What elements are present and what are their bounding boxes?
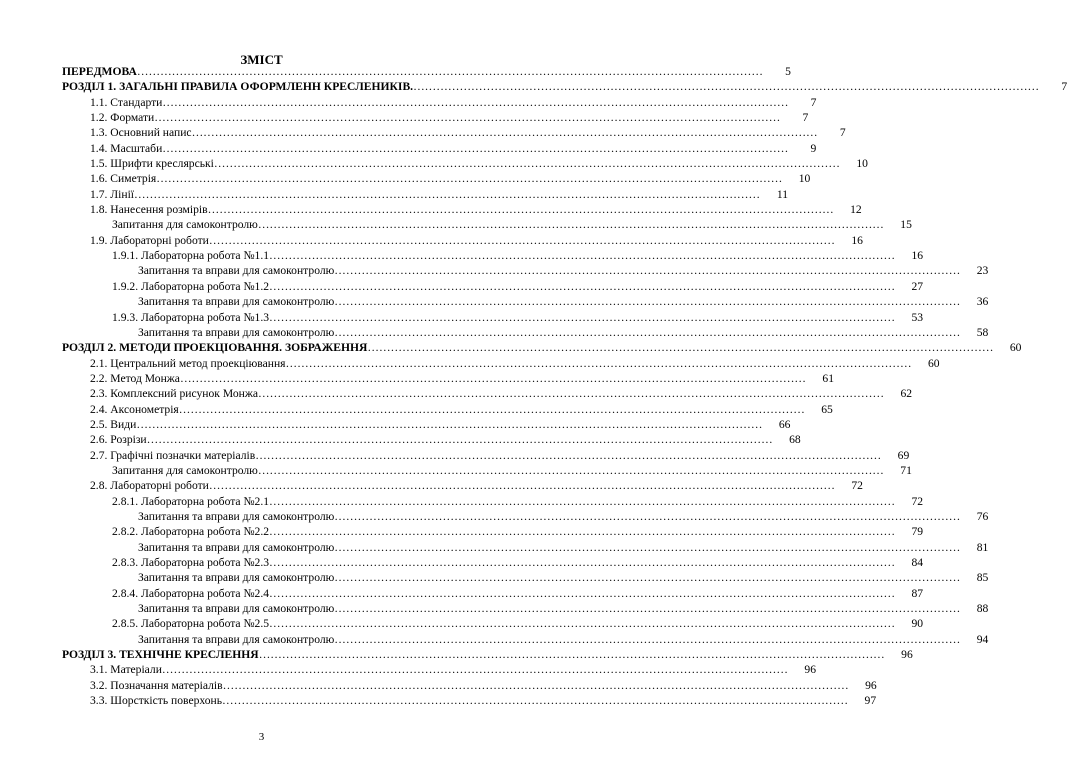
toc-leader-dots — [259, 647, 885, 662]
toc-entry-page: 60 — [1009, 341, 1022, 355]
toc-entry-label: 3.3. Шорсткість поверхонь — [90, 694, 223, 708]
toc-entry-page: 79 — [911, 525, 924, 539]
toc-entry-page: 60 — [928, 356, 940, 370]
toc-entry-label: Запитання та вправи для самоконтролю — [138, 571, 335, 585]
toc-entry — [62, 95, 817, 110]
toc-entry-label: Запитання та вправи для самоконтролю — [138, 632, 335, 646]
toc-leader-dots — [209, 233, 835, 248]
toc-entry — [62, 141, 817, 156]
toc-entry-page: 16 — [851, 233, 863, 247]
toc-leader-dots — [208, 202, 834, 217]
toc-leader-dots — [162, 141, 788, 156]
toc-entry-label: 2.8.1. Лабораторна робота №2.1 — [112, 494, 270, 508]
toc-entry-label: Запитання для самоконтролю — [112, 218, 258, 232]
page-number: 3 — [258, 731, 265, 743]
toc-entry-label: РОЗДІЛ 1. ЗАГАЛЬНІ ПРАВИЛА ОФОРМЛЕНН КРЕСЛЕНИКІВ. — [62, 80, 414, 94]
toc-leader-dots — [180, 371, 806, 386]
toc-leader-dots — [269, 586, 895, 601]
toc-entry — [62, 233, 863, 248]
toc-entry — [62, 478, 863, 493]
toc-entry-page: 97 — [864, 694, 877, 708]
toc-entry-page: 36 — [976, 295, 989, 309]
toc-leader-dots — [413, 79, 1039, 94]
toc-entry — [62, 263, 989, 278]
toc-entry-page: 27 — [911, 279, 924, 293]
toc-entry — [62, 64, 791, 79]
toc-entry — [62, 601, 989, 616]
toc-entry-page: 96 — [901, 648, 913, 662]
page-title: ЗМІСТ — [240, 52, 283, 67]
toc-entry-label: 2.3. Комплексний рисунок Монжа — [90, 387, 258, 401]
toc-entry-label: 2.6. Розрізи — [90, 433, 147, 447]
toc-leader-dots — [162, 95, 788, 110]
toc-leader-dots — [334, 632, 960, 647]
toc-entry — [62, 171, 811, 186]
toc-leader-dots — [255, 448, 881, 463]
toc-entry-page: 16 — [911, 249, 924, 263]
toc-entry-label: 1.4. Масштаби — [90, 141, 163, 155]
toc-entry-page: 96 — [804, 663, 816, 677]
toc-entry-label: 1.3. Основний напис — [90, 126, 192, 140]
toc-leader-dots — [209, 478, 835, 493]
toc-entry — [62, 79, 1067, 94]
toc-entry-label: 2.8.3. Лабораторна робота №2.3 — [112, 556, 270, 569]
toc-leader-dots — [147, 432, 773, 447]
toc-entry-label: ПЕРЕДМОВА — [62, 65, 137, 78]
toc-entry — [62, 448, 910, 463]
toc-entry-label: 1.7. Лінії — [90, 187, 135, 201]
toc-leader-dots — [192, 125, 818, 140]
toc-entry-page: 72 — [911, 494, 924, 508]
toc-leader-dots — [334, 294, 960, 309]
toc-entry — [62, 386, 913, 401]
toc-entry — [62, 125, 846, 140]
toc-entry-label: Запитання та вправи для самоконтролю — [138, 325, 335, 339]
toc-entry-page: 7 — [802, 111, 809, 125]
toc-entry — [62, 432, 801, 447]
toc-entry — [62, 248, 924, 263]
toc-entry — [62, 555, 924, 570]
toc-entry-label: 1.9.2. Лабораторна робота №1.2 — [112, 279, 270, 293]
toc-entry — [62, 202, 862, 217]
toc-entry — [62, 356, 940, 371]
toc-entry-page: 10 — [856, 157, 868, 171]
toc-entry — [62, 417, 791, 432]
toc-entry-page: 10 — [798, 172, 811, 186]
toc-leader-dots — [258, 386, 884, 401]
toc-entry — [62, 402, 833, 417]
toc-entry-page: 11 — [776, 187, 789, 201]
toc-entry-page: 76 — [976, 509, 989, 523]
toc-entry-page: 15 — [900, 218, 912, 232]
toc-entry — [62, 325, 989, 340]
toc-leader-dots — [269, 616, 895, 631]
toc-entry-label: Запитання та вправи для самоконтролю — [138, 264, 335, 278]
toc-leader-dots — [334, 263, 960, 278]
toc-leader-dots — [334, 325, 960, 340]
toc-entry-label: 1.9.1. Лабораторна робота №1.1 — [112, 249, 270, 263]
toc-leader-dots — [334, 601, 960, 616]
toc-entry — [62, 110, 809, 125]
toc-entry — [62, 570, 989, 585]
toc-entry-page: 23 — [976, 264, 989, 278]
toc-entry-page: 7 — [839, 126, 846, 140]
toc-entry-page: 7 — [1061, 80, 1067, 94]
toc-leader-dots — [179, 402, 805, 417]
toc-entry-label: 1.5. Шрифти креслярські — [90, 157, 214, 171]
toc-entry-label: 2.8.5. Лабораторна робота №2.5 — [112, 617, 270, 631]
toc-leader-dots — [154, 110, 780, 125]
toc-entry-page: 7 — [810, 95, 817, 109]
toc-entry-label: 2.7. Графічні позначки матеріалів — [90, 448, 256, 462]
toc-leader-dots — [269, 524, 895, 539]
toc-entry-label: 1.9.3. Лабораторна робота №1.3 — [112, 310, 270, 324]
toc-entry-label: 2.8.4. Лабораторна робота №2.4 — [112, 586, 270, 600]
toc-entry-label: 2.5. Види — [90, 417, 137, 431]
toc-entry — [62, 156, 868, 171]
toc-entry-page: 68 — [789, 433, 801, 447]
toc-leader-dots — [137, 64, 763, 79]
toc-leader-dots — [223, 678, 849, 693]
toc-entry — [62, 678, 877, 693]
toc-leader-dots — [269, 279, 895, 294]
toc-entry-page: 81 — [976, 540, 989, 554]
toc-entry-label: 3.1. Матеріали — [90, 663, 162, 677]
toc-entry-page: 61 — [822, 371, 835, 385]
toc-entry-page: 53 — [911, 310, 924, 324]
toc-entry — [62, 340, 1022, 355]
toc-entry — [62, 310, 924, 325]
toc-entry-page: 84 — [911, 556, 924, 569]
toc-entry-label: Запитання та вправи для самоконтролю — [138, 602, 335, 616]
toc-leader-dots — [222, 693, 848, 708]
toc-leader-dots — [258, 217, 884, 232]
toc-leader-dots — [334, 509, 960, 524]
toc-entry — [62, 494, 924, 509]
toc-entry-page: 66 — [778, 417, 791, 431]
toc-entry-page: 69 — [897, 448, 910, 462]
toc-entry — [62, 616, 924, 631]
toc-entry — [62, 187, 789, 202]
toc-entry-label: 2.1. Центральний метод проекціювання — [90, 356, 286, 370]
toc-entry-page: 9 — [810, 141, 817, 155]
toc-entry — [62, 371, 835, 386]
toc-entry-label: 1.2. Формати — [90, 111, 155, 125]
table-of-contents — [62, 64, 1067, 708]
toc-leader-dots — [162, 662, 788, 677]
toc-entry-label: 1.6. Симетрія — [90, 172, 157, 186]
toc-leader-dots — [269, 494, 895, 509]
toc-entry — [62, 463, 912, 478]
toc-entry-page: 85 — [976, 571, 989, 585]
toc-entry — [62, 509, 989, 524]
toc-entry-label: 3.2. Позначання матеріалів — [90, 678, 223, 692]
toc-entry-page: 5 — [785, 65, 791, 78]
toc-entry-page: 65 — [821, 402, 833, 416]
toc-entry-label: 1.9. Лабораторні роботи — [90, 233, 209, 247]
toc-leader-dots — [334, 570, 960, 585]
toc-leader-dots — [334, 540, 960, 555]
toc-entry-page: 72 — [851, 479, 863, 493]
toc-entry-label: РОЗДІЛ 3. ТЕХНІЧНЕ КРЕСЛЕННЯ — [62, 648, 259, 662]
toc-entry — [62, 217, 912, 232]
toc-entry — [62, 279, 924, 294]
toc-entry — [62, 586, 924, 601]
toc-leader-dots — [134, 187, 760, 202]
toc-entry — [62, 294, 989, 309]
toc-entry — [62, 540, 989, 555]
toc-entry-label: 2.8.2. Лабораторна робота №2.2 — [112, 525, 270, 539]
toc-entry — [62, 693, 877, 708]
toc-entry-page: 94 — [976, 632, 989, 646]
toc-entry-page: 71 — [900, 463, 912, 477]
toc-leader-dots — [269, 310, 895, 325]
toc-entry-page: 87 — [911, 586, 924, 600]
toc-entry-page: 88 — [976, 602, 989, 616]
toc-entry-label: Запитання та вправи для самоконтролю — [138, 540, 335, 554]
toc-entry — [62, 632, 989, 647]
toc-leader-dots — [286, 356, 912, 371]
toc-leader-dots — [156, 171, 782, 186]
toc-entry — [62, 662, 816, 677]
toc-entry-label: 2.8. Лабораторні роботи — [90, 479, 209, 493]
toc-entry-label: 1.1. Стандарти — [90, 95, 163, 109]
toc-entry-label: 2.2. Метод Монжа — [90, 371, 180, 385]
toc-entry — [62, 647, 913, 662]
toc-entry-label: 1.8. Нанесення розмірів — [90, 203, 208, 217]
toc-entry-label: Запитання та вправи для самоконтролю — [138, 295, 335, 309]
toc-leader-dots — [269, 248, 895, 263]
toc-entry-page: 62 — [900, 387, 913, 401]
toc-entry-page: 90 — [911, 617, 924, 631]
toc-leader-dots — [367, 340, 993, 355]
toc-leader-dots — [258, 463, 884, 478]
toc-entry-label: Запитання та вправи для самоконтролю — [138, 509, 335, 523]
toc-leader-dots — [136, 417, 762, 432]
toc-entry-page: 12 — [850, 203, 862, 217]
toc-entry-page: 96 — [865, 678, 877, 692]
toc-entry-label: РОЗДІЛ 2. МЕТОДИ ПРОЕКЦІОВАННЯ. ЗОБРАЖЕННЯ — [62, 341, 368, 355]
toc-leader-dots — [214, 156, 840, 171]
toc-leader-dots — [269, 555, 895, 570]
toc-entry-label: 2.4. Аксонометрія — [90, 402, 179, 416]
toc-entry-label: Запитання для самоконтролю — [112, 463, 258, 477]
toc-entry — [62, 524, 924, 539]
toc-entry-page: 58 — [976, 325, 989, 339]
